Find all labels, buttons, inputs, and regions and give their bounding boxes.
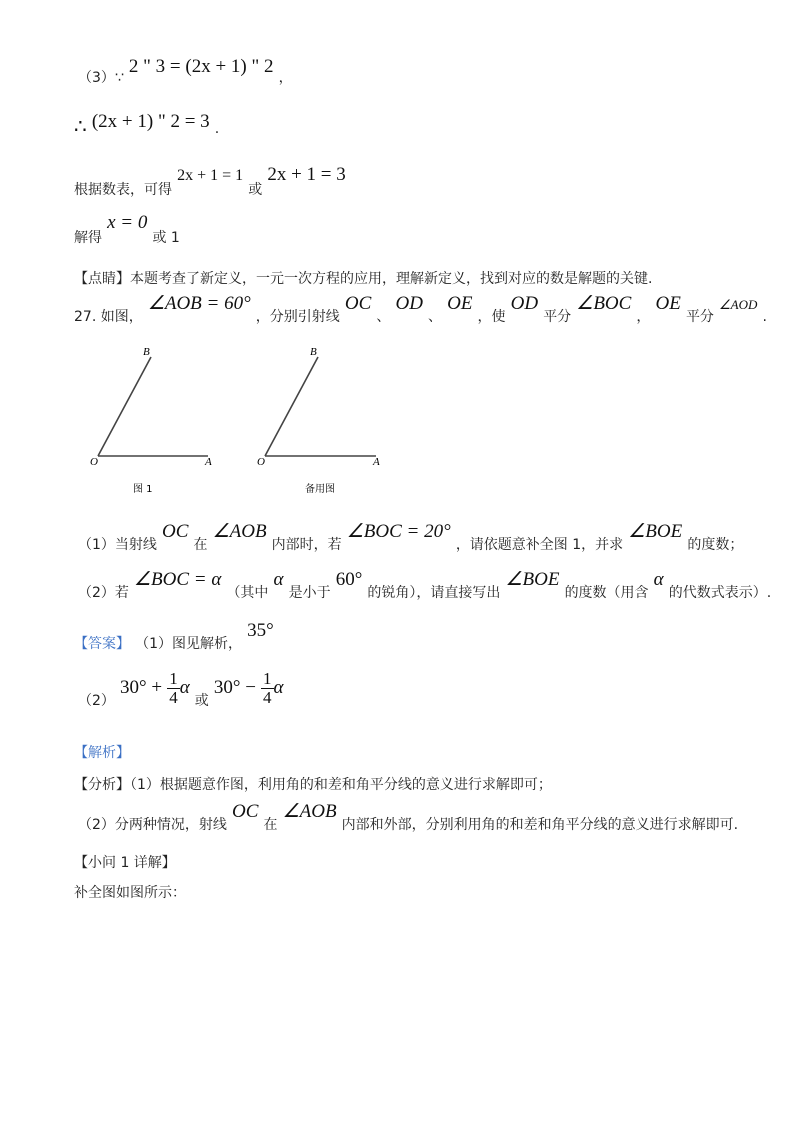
fig1-label-A: A xyxy=(205,456,212,468)
analysis-tag: 【解析】 xyxy=(74,745,130,761)
sub1-boe: ∠BOE xyxy=(628,521,683,542)
sub1-text-a: （1）当射线 xyxy=(78,537,157,553)
ray-oe: OE xyxy=(447,293,473,314)
fraction-denominator: 4 xyxy=(169,688,178,707)
analysis-2-text-b: 在 xyxy=(263,817,278,833)
sub2-text-a: （2）若 xyxy=(78,585,129,601)
analysis-2-text-a: （2）分两种情况，射线 xyxy=(78,817,227,833)
q27-comma: ， xyxy=(636,309,651,325)
fig2-label-A: A xyxy=(373,456,380,468)
dianjing-note: 【点睛】本题考查了新定义，一元一次方程的应用，理解新定义，找到对应的数是解题的关键. xyxy=(74,271,653,287)
line-4-rest: 或 1 xyxy=(152,230,180,246)
ray-od-2: OD xyxy=(510,293,539,314)
fig1-label-B: B xyxy=(143,346,150,358)
sub2-text-e: 的度数（用含 xyxy=(564,585,649,601)
q27-period: . xyxy=(762,309,767,325)
line-2-suffix: . xyxy=(214,121,220,137)
analysis-2-text-c: 内部和外部，分别利用角的和差和角平分线的意义进行求解即可. xyxy=(341,817,739,833)
sub-question-2 xyxy=(78,568,772,601)
q27-text-b: ，分别引射线 xyxy=(255,309,340,325)
sub1-text-c: 内部时，若 xyxy=(271,537,342,553)
line-4-eq: x = 0 xyxy=(107,212,148,233)
fig1-label-O: O xyxy=(90,456,98,468)
sub2-boc: ∠BOC = α xyxy=(134,569,222,590)
sub2-boe: ∠BOE xyxy=(505,569,560,590)
q27-sep-2: 、 xyxy=(428,309,443,325)
sub2-text-d: 的锐角），请直接写出 xyxy=(367,585,501,601)
fraction-denominator-2: 4 xyxy=(263,688,272,707)
fraction-one-quarter-2 xyxy=(261,670,274,707)
sub2-text-b: （其中 xyxy=(226,585,269,601)
sub1-text-e: 的度数； xyxy=(687,537,744,553)
sub2-alpha-2: α xyxy=(653,569,664,590)
sub2-sixty: 60° xyxy=(335,569,363,590)
q27-bisect-2: 平分 xyxy=(685,309,714,325)
sub1-oc: OC xyxy=(162,521,189,542)
sub1-aob: ∠AOB xyxy=(212,521,267,542)
line-4-text: 解得 xyxy=(74,230,102,246)
q27-sep-1: 、 xyxy=(376,309,391,325)
ray-oc: OC xyxy=(344,293,372,314)
analysis-2-oc: OC xyxy=(232,801,259,822)
sub2-text-f: 的代数式表示）. xyxy=(668,585,772,601)
line-1-suffix: ， xyxy=(278,70,293,86)
sub2-alpha: α xyxy=(273,569,284,590)
line-3-text: 根据数表，可得 xyxy=(74,182,172,198)
sub1-text-d: ，请依题意补全图 1，并求 xyxy=(455,537,624,553)
line-1-prefix: （3）∵ xyxy=(78,70,124,86)
analysis-point-1: 【分析】（1）根据题意作图，利用角的和差和角平分线的意义进行求解即可； xyxy=(74,777,552,793)
sub2-text-c: 是小于 xyxy=(288,585,331,601)
line-2-expr: (2x + 1) " 2 = 3 xyxy=(91,111,210,132)
answer-2-expr1-lead: 30° + xyxy=(120,677,163,698)
figure-2 xyxy=(257,346,380,495)
answer-2-or: 或 xyxy=(194,693,209,709)
answer-1-text: （1）图见解析， xyxy=(135,636,243,652)
sub-question-1 xyxy=(78,520,744,553)
ray-od: OD xyxy=(395,293,423,314)
answer-2-alpha: α xyxy=(179,677,190,698)
completed-figure-intro: 补全图如图所示： xyxy=(74,885,186,901)
fraction-numerator: 1 xyxy=(169,669,178,688)
fig2-label-B: B xyxy=(310,346,317,358)
line-3-eq2: 2x + 1 = 3 xyxy=(267,164,346,185)
angle-boc: ∠BOC xyxy=(576,293,632,314)
line-2-prefix: ∴ xyxy=(74,116,87,138)
line-3-or: 或 xyxy=(248,182,263,198)
fraction-numerator-2: 1 xyxy=(263,669,272,688)
answer-tag: 【答案】 xyxy=(74,636,130,652)
line-3-eq1: 2x + 1 = 1 xyxy=(177,167,244,184)
angle-aod: ∠AOD xyxy=(719,297,758,312)
answer-line-2 xyxy=(78,670,284,707)
analysis-point-2 xyxy=(78,800,739,833)
answer-2-alpha-2: α xyxy=(273,677,284,698)
fig1-caption: 图 1 xyxy=(133,484,153,495)
q27-text-c: ，使 xyxy=(477,309,506,325)
sub1-text-b: 在 xyxy=(193,537,208,553)
figure-1 xyxy=(90,346,212,495)
answer-line-1 xyxy=(74,620,274,652)
fig2-caption: 备用图 xyxy=(305,484,335,495)
q27-bisect-1: 平分 xyxy=(543,309,572,325)
answer-2-prefix: （2） xyxy=(78,693,115,709)
q27-angle: ∠AOB = 60° xyxy=(147,293,251,314)
answer-1-value: 35° xyxy=(247,620,274,641)
ray-oe-2: OE xyxy=(655,293,681,314)
subquestion-1-detail-heading: 【小问 1 详解】 xyxy=(74,855,176,871)
answer-2-expr2-lead: 30° − xyxy=(213,677,256,698)
fig2-label-O: O xyxy=(257,456,265,468)
sub1-boc: ∠BOC = 20° xyxy=(346,521,451,542)
fraction-one-quarter xyxy=(167,670,180,707)
q27-text-a: 27. 如图， xyxy=(74,309,143,325)
line-1-expr: 2 " 3 = (2x + 1) " 2 xyxy=(128,56,274,77)
analysis-2-aob: ∠AOB xyxy=(282,801,337,822)
